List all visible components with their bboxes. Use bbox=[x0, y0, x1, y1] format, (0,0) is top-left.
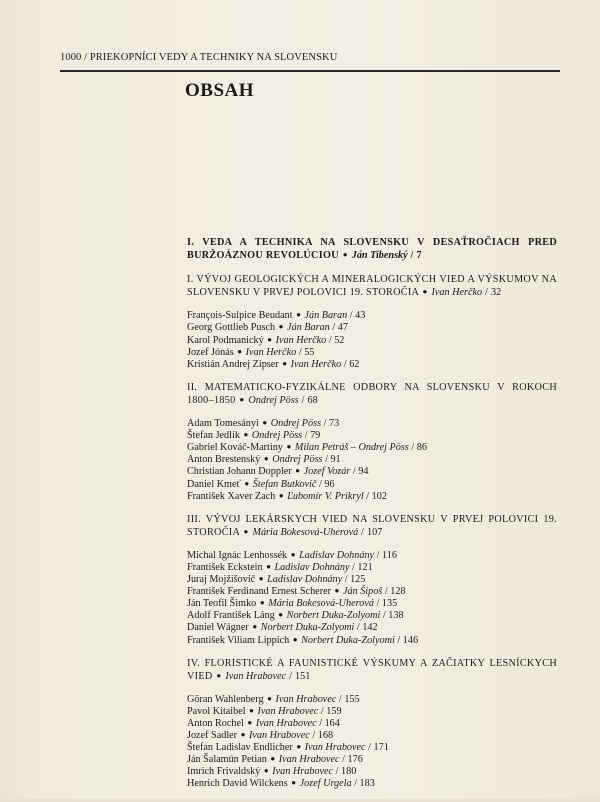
entry-author: Ivan Herčko bbox=[275, 334, 327, 346]
entry-page-number: 116 bbox=[382, 549, 397, 561]
entry-author: Milan Petráš – Ondrej Pöss bbox=[294, 442, 409, 454]
bullet-icon: ● bbox=[334, 586, 340, 596]
entry-author: Norbert Duka-Zolyomi bbox=[260, 622, 355, 634]
bullet-icon: ● bbox=[278, 322, 284, 332]
list-item: Jozef Jónás ● Ivan Herčko / 55 bbox=[187, 346, 315, 358]
entry-author: Norbert Duka-Zolyomi bbox=[301, 634, 395, 646]
section-page-number: 151 bbox=[295, 670, 311, 682]
entry-page-number: 183 bbox=[359, 778, 375, 790]
entry-author: Ivan Herčko bbox=[245, 346, 297, 358]
bullet-icon: ● bbox=[295, 466, 301, 476]
entry-name: Pavol Kitaibel bbox=[187, 705, 246, 717]
entry-author: Ladislav Dohnány bbox=[267, 574, 343, 586]
section-page-number: 32 bbox=[490, 287, 502, 299]
list-item: František Viliam Lippich ● Norbert Duka-Zolyomi / 146 bbox=[187, 634, 419, 646]
entry-name: František Viliam Lippich bbox=[187, 634, 290, 646]
entry-page-number: 171 bbox=[373, 742, 389, 754]
entry-page-number: 146 bbox=[402, 634, 419, 646]
bullet-icon: ● bbox=[270, 754, 276, 764]
entry-name: Ján Šalamún Petian bbox=[187, 754, 267, 766]
entry-page-number: 176 bbox=[347, 754, 363, 766]
entry-page-number: 55 bbox=[304, 346, 315, 358]
section-heading: I. VEDA A TECHNIKA NA SLOVENSKU V DESAŤROČIACH PRED BURŽOÁZNOU REVOLÚCIOU ● Ján Tibenský / 7 bbox=[187, 237, 557, 262]
entry-name: Daniel Wágner bbox=[187, 622, 249, 634]
bullet-icon: ● bbox=[296, 310, 301, 320]
list-item: Daniel Wágner ● Norbert Duka-Zolyomi / 142 bbox=[187, 622, 378, 634]
entry-name: Georg Gottlieb Pusch bbox=[187, 322, 276, 334]
entry-author: Ladislav Dohnány bbox=[299, 549, 375, 561]
bullet-icon: ● bbox=[296, 742, 302, 752]
list-item: Göran Wahlenberg ● Ivan Hrabovec / 155 bbox=[187, 693, 360, 705]
bullet-icon: ● bbox=[267, 693, 272, 703]
list-item: Štefan Jedlík ● Ondrej Pöss / 79 bbox=[187, 430, 321, 442]
entry-author: Ivan Hrabovec bbox=[275, 693, 337, 705]
entry-name: Kristián Andrej Zipser bbox=[187, 358, 279, 370]
list-item: François-Sulpice Beudant ● Ján Baran / 43 bbox=[187, 310, 366, 322]
entry-name: Michal Ignác Lenhossék bbox=[187, 549, 288, 561]
entry-name: Adam Tomesányi bbox=[187, 418, 259, 430]
entry-author: Jozef Vozár bbox=[303, 466, 351, 478]
list-item: Karol Podmanický ● Ivan Herčko / 52 bbox=[187, 334, 345, 346]
entry-page-number: 73 bbox=[328, 418, 340, 430]
entry-name: Ján Teofil Šimko bbox=[187, 598, 257, 610]
bullet-icon: ● bbox=[240, 730, 246, 740]
section-author: Ivan Herčko bbox=[431, 287, 483, 299]
list-item: Juraj Mojžišovič ● Ladislav Dohnány / 125 bbox=[187, 574, 366, 586]
entry-page-number: 168 bbox=[317, 730, 334, 742]
bullet-icon: ● bbox=[282, 358, 288, 368]
entry-page-number: 47 bbox=[337, 322, 348, 334]
section-heading-text: II. MATEMATICKO-FYZIKÁLNE ODBORY NA SLOVENSKU V ROKOCH 1800–1850 bbox=[187, 381, 557, 406]
page-title: OBSAH bbox=[185, 80, 255, 101]
list-item: Adolf František Láng ● Norbert Duka-Zolyomi / 138 bbox=[187, 610, 404, 622]
list-item: Ján Šalamún Petian ● Ivan Hrabovec / 176 bbox=[187, 754, 363, 766]
bullet-icon: ● bbox=[243, 430, 249, 440]
entry-name: Štefan Jedlík bbox=[187, 430, 240, 442]
table-of-contents bbox=[187, 237, 557, 802]
entry-author: Ivan Hrabovec bbox=[304, 742, 366, 754]
section-heading-text: I. VEDA A TECHNIKA NA SLOVENSKU V DESAŤROČIACH PRED BURŽOÁZNOU REVOLÚCIOU bbox=[187, 237, 557, 262]
entry-name: Juraj Mojžišovič bbox=[187, 574, 256, 586]
entry-author: Ivan Hrabovec bbox=[255, 718, 317, 729]
entry-page-number: 62 bbox=[349, 358, 360, 370]
entry-name: Gabriel Kováč-Martiny bbox=[187, 442, 283, 454]
bullet-icon: ● bbox=[267, 334, 273, 344]
entry-page-number: 135 bbox=[381, 598, 398, 610]
entry-name: Štefan Ladislav Endlicher bbox=[187, 742, 293, 754]
bullet-icon: ● bbox=[244, 478, 250, 488]
bullet-icon: ● bbox=[278, 610, 284, 620]
entry-author: Mária Bokesová-Uherová bbox=[268, 598, 374, 610]
entry-name: Anton Brestenský bbox=[187, 454, 261, 466]
list-item: Pavol Kitaibel ● Ivan Hrabovec / 159 bbox=[187, 705, 342, 717]
section-heading-text: IV. FLORISTICKÉ A FAUNISTICKÉ VÝSKUMY A ZAČIATKY LESNÍCKYCH VIED bbox=[187, 657, 557, 682]
entry-author: Ondrej Pöss bbox=[270, 418, 322, 430]
section-author: Ivan Hrabovec bbox=[225, 670, 287, 682]
entry-page-number: 91 bbox=[330, 454, 341, 466]
toc-section bbox=[187, 658, 557, 790]
list-item: Ján Teofil Šimko ● Mária Bokesová-Uherová / 135 bbox=[187, 598, 398, 610]
section-author: Mária Bokesová-Uherová bbox=[252, 526, 359, 538]
list-item: Jozef Sadler ● Ivan Hrabovec / 168 bbox=[187, 730, 334, 742]
entry-page-number: 79 bbox=[310, 430, 321, 442]
entry-page-number: 138 bbox=[388, 610, 404, 622]
entry-name: Anton Rochel bbox=[187, 718, 244, 729]
bullet-icon: ● bbox=[243, 526, 249, 536]
entry-page-number: 125 bbox=[350, 574, 366, 586]
entry-page-number: 164 bbox=[324, 718, 340, 729]
entry-name: Jozef Sadler bbox=[187, 730, 238, 742]
bullet-icon: ● bbox=[258, 574, 264, 584]
bullet-icon: ● bbox=[247, 718, 253, 727]
entry-name: Jozef Jónás bbox=[187, 346, 234, 358]
bullet-icon: ● bbox=[263, 454, 269, 464]
entry-page-number: 43 bbox=[355, 310, 366, 322]
entry-name: Imrich Frivaldský bbox=[187, 766, 261, 778]
entry-page-number: 102 bbox=[371, 490, 387, 502]
entry-author: Jozef Urgela bbox=[299, 778, 352, 790]
list-item: Georg Gottlieb Pusch ● Ján Baran / 47 bbox=[187, 322, 348, 334]
entry-name: Henrich David Wilckens bbox=[187, 778, 288, 790]
list-item: Christian Johann Doppler ● Jozef Vozár / 94 bbox=[187, 466, 369, 478]
entry-name: František Ferdinand Ernest Scherer bbox=[187, 586, 331, 598]
toc-section bbox=[187, 274, 557, 370]
section-author: Ján Tibenský bbox=[351, 250, 408, 262]
list-item: Michal Ignác Lenhossék ● Ladislav Dohnány / 116 bbox=[187, 549, 397, 561]
running-head: 1000 / PRIEKOPNÍCI VEDY A TECHNIKY NA SLOVENSKU bbox=[60, 52, 338, 63]
toc-section bbox=[187, 514, 557, 646]
section-heading: II. MATEMATICKO-FYZIKÁLNE ODBORY NA SLOVENSKU V ROKOCH 1800–1850 ● Ondrej Pöss / 68 bbox=[187, 381, 557, 406]
entry-name: Christian Johann Doppler bbox=[187, 466, 292, 478]
entry-author: Ivan Hrabovec bbox=[272, 766, 334, 778]
bullet-icon: ● bbox=[278, 490, 284, 500]
bullet-icon: ● bbox=[263, 766, 269, 776]
entry-list bbox=[187, 417, 557, 502]
header-rule bbox=[60, 70, 560, 72]
entry-author: Štefan Butkovič bbox=[252, 478, 317, 490]
bullet-icon: ● bbox=[342, 250, 348, 260]
bullet-icon: ● bbox=[239, 394, 245, 404]
list-item: František Xaver Zach ● Ľubomír V. Prikryl / 102 bbox=[187, 490, 387, 502]
entry-page-number: 128 bbox=[390, 586, 406, 598]
entry-author: Ľubomír V. Prikryl bbox=[287, 490, 364, 502]
entry-page-number: 86 bbox=[416, 442, 427, 454]
entry-page-number: 94 bbox=[358, 466, 369, 478]
list-item: Gabriel Kováč-Martiny ● Milan Petráš – Ondrej Pöss / 86 bbox=[187, 442, 427, 454]
bullet-icon: ● bbox=[422, 287, 428, 297]
section-author: Ondrej Pöss bbox=[248, 394, 299, 406]
list-item: Henrich David Wilckens ● Jozef Urgela / 183 bbox=[187, 778, 375, 790]
list-item: František Eckstein ● Ladislav Dohnány / 121 bbox=[187, 561, 373, 573]
entry-author: Ivan Hrabovec bbox=[249, 730, 310, 742]
entry-name: Göran Wahlenberg bbox=[187, 693, 264, 705]
list-item: Anton Rochel ● Ivan Hrabovec / 164 bbox=[187, 718, 340, 729]
section-heading-text: I. VÝVOJ GEOLOGICKÝCH A MINERALOGICKÝCH VIED A VÝSKUMOV NA SLOVENSKU V PRVEJ POLOVICI 19. STOROČIA bbox=[187, 274, 557, 299]
entry-page-number: 52 bbox=[334, 334, 345, 346]
entry-page-number: 159 bbox=[326, 705, 342, 717]
entry-name: František Eckstein bbox=[187, 561, 263, 573]
section-page-number: 107 bbox=[367, 526, 383, 538]
section-page-number: 7 bbox=[416, 250, 422, 262]
list-item: Imrich Frivaldský ● Ivan Hrabovec / 180 bbox=[187, 766, 357, 778]
bullet-icon: ● bbox=[292, 634, 298, 644]
entry-page-number: 180 bbox=[341, 766, 357, 778]
bullet-icon: ● bbox=[290, 549, 296, 559]
toc-section bbox=[187, 237, 557, 262]
entry-author: Ivan Hrabovec bbox=[257, 705, 319, 717]
bullet-icon: ● bbox=[259, 598, 265, 608]
section-heading: III. VÝVOJ LEKÁRSKYCH VIED NA SLOVENSKU V PRVEJ POLOVICI 19. STOROČIA ● Mária Bokesová-Uherová / 107 bbox=[187, 513, 557, 538]
entry-author: Ivan Herčko bbox=[290, 358, 342, 370]
list-item: Kristián Andrej Zipser ● Ivan Herčko / 62 bbox=[187, 358, 360, 370]
entry-author: Ján Baran bbox=[304, 310, 348, 322]
entry-name: Adolf František Láng bbox=[187, 610, 275, 622]
entry-author: Ladislav Dohnány bbox=[274, 561, 350, 573]
entry-page-number: 121 bbox=[357, 561, 373, 573]
bullet-icon: ● bbox=[262, 418, 268, 428]
list-item: Daniel Kmeť ● Štefan Butkovič / 96 bbox=[187, 478, 335, 490]
bullet-icon: ● bbox=[266, 561, 271, 571]
bullet-icon: ● bbox=[216, 670, 222, 680]
list-item: František Ferdinand Ernest Scherer ● Ján Šipoš / 128 bbox=[187, 586, 406, 598]
list-item: Štefan Ladislav Endlicher ● Ivan Hrabovec / 171 bbox=[187, 742, 389, 754]
entry-author: Ondrej Pöss bbox=[251, 430, 303, 442]
entry-list bbox=[187, 693, 557, 790]
entry-name: Karol Podmanický bbox=[187, 334, 264, 346]
section-heading: I. VÝVOJ GEOLOGICKÝCH A MINERALOGICKÝCH VIED A VÝSKUMOV NA SLOVENSKU V PRVEJ POLOVICI 19. STOROČIA ● Ivan Herčko / 32 bbox=[187, 274, 557, 299]
entry-author: Ondrej Pöss bbox=[272, 454, 323, 466]
entry-author: Norbert Duka-Zolyomi bbox=[286, 610, 381, 622]
entry-author: Ján Baran bbox=[287, 322, 330, 334]
section-heading: IV. FLORISTICKÉ A FAUNISTICKÉ VÝSKUMY A ZAČIATKY LESNÍCKYCH VIED ● Ivan Hrabovec / 151 bbox=[187, 657, 557, 682]
entry-page-number: 155 bbox=[344, 693, 360, 705]
entry-name: František Xaver Zach bbox=[187, 490, 276, 502]
bullet-icon: ● bbox=[237, 346, 243, 356]
entry-name: Daniel Kmeť bbox=[187, 478, 241, 490]
entry-author: Ján Šipoš bbox=[342, 586, 383, 598]
list-item: Anton Brestenský ● Ondrej Pöss / 91 bbox=[187, 454, 341, 466]
entry-page-number: 96 bbox=[324, 478, 335, 490]
entry-name: François-Sulpice Beudant bbox=[187, 310, 293, 322]
bullet-icon: ● bbox=[249, 705, 254, 715]
entry-list bbox=[187, 309, 557, 369]
list-item: Adam Tomesányi ● Ondrej Pöss / 73 bbox=[187, 418, 340, 430]
bullet-icon: ● bbox=[286, 442, 292, 452]
section-heading-text: III. VÝVOJ LEKÁRSKYCH VIED NA SLOVENSKU V PRVEJ POLOVICI 19. STOROČIA bbox=[187, 513, 557, 538]
bullet-icon: ● bbox=[252, 622, 258, 632]
bullet-icon: ● bbox=[291, 778, 297, 788]
section-page-number: 68 bbox=[307, 394, 318, 406]
entry-page-number: 142 bbox=[362, 622, 378, 634]
toc-section bbox=[187, 382, 557, 502]
entry-list bbox=[187, 549, 557, 646]
entry-author: Ivan Hrabovec bbox=[278, 754, 340, 766]
